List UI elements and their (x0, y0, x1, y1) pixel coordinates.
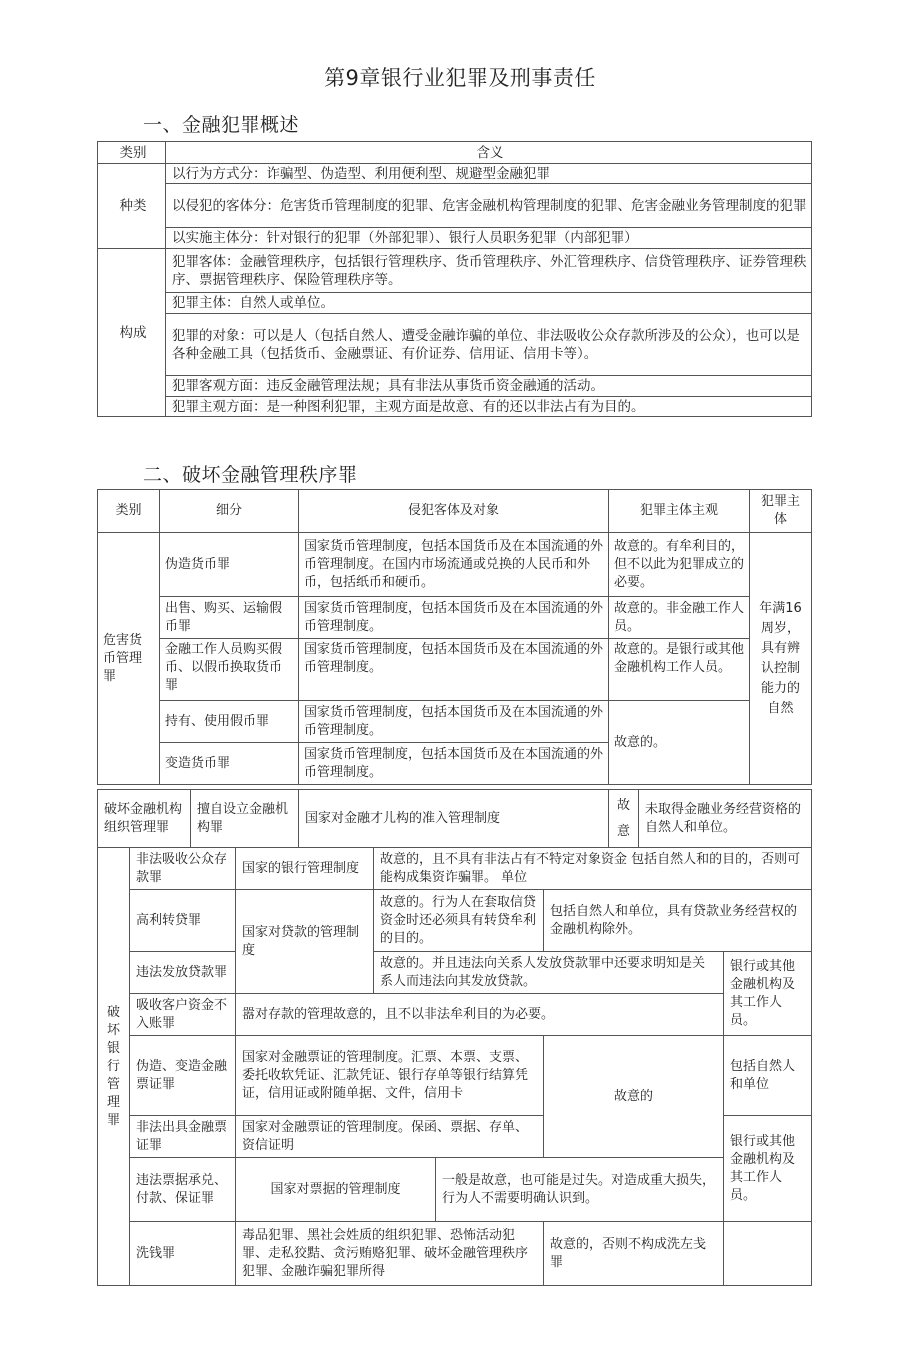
header-category: 类别 (98, 490, 160, 533)
header-subject: 犯罪主体 (750, 490, 812, 533)
meaning-cell: 犯罪的对象：可以是人（包括自然人、遭受金融诈骗的单位、非法吸收公众存款所涉及的公众），也可以是各种金融工具（包括货币、金融票证、有价证券、信用证、信用卡等）。 (166, 314, 812, 376)
crime-subjective: 故意的，且不具有非法占有不特定对象资金 包括自然人和的目的，否则可能构成集资诈骗罪。 单位 (374, 848, 812, 890)
crime-object: 国家对贷款的管理制度 (236, 890, 374, 994)
crime-name: 非法出具金融票证罪 (130, 1116, 236, 1158)
crime-name: 违法票据承兑、付款、保证罪 (130, 1158, 236, 1222)
crime-name: 持有、使用假币罪 (160, 701, 299, 743)
crime-object: 国家的银行管理制度 (236, 848, 374, 890)
category-org: 破坏金融机构组织管理罪 (98, 790, 191, 848)
crime-name: 变造货币罪 (160, 743, 299, 785)
crime-subjective: 故意的。 (609, 701, 750, 785)
crime-subject-empty (724, 1222, 812, 1286)
crime-name: 伪造货币罪 (160, 533, 299, 597)
overview-table (97, 141, 812, 417)
category-currency: 危害货币管理罪 (98, 533, 160, 785)
crime-name: 伪造、变造金融票证罪 (130, 1036, 236, 1116)
crime-subjective: 故意的。有牟利目的，但不以此为犯罪成立的必要。 (609, 533, 750, 597)
crime-object: 国家货币管理制度，包括本国货币及在本国流通的外币管理制度。 (299, 701, 609, 743)
category-char: 行 (106, 1058, 120, 1074)
meaning-cell: 犯罪客观方面：违反金融管理法规；具有非法从事货币资金融通的活动。 (166, 376, 812, 397)
meaning-cell: 以行为方式分：诈骗型、伪造型、利用便利型、规避型金融犯罪 (166, 164, 812, 184)
crime-subject: 银行或其他金融机构及其工作人员。 (724, 1116, 812, 1222)
crime-object: 国家对金融才儿构的准入管理制度 (299, 790, 609, 848)
crime-subject: 银行或其他金融机构及其工作人员。 (724, 952, 812, 1036)
bank-crimes-table (97, 847, 812, 1286)
category-char: 理 (106, 1094, 120, 1110)
header-subjective: 犯罪主体主观 (609, 490, 750, 533)
page-title: 第9章银行业犯罪及刑事责任 (324, 66, 596, 90)
crime-name: 擅自设立金融机构罪 (191, 790, 299, 848)
category-char: 罪 (106, 1112, 120, 1128)
currency-crimes-table (97, 489, 812, 785)
crime-subjective: 故意的。并且违法向关系人发放贷款罪中还要求明知是关系人而违法向其发放贷款。 (374, 952, 724, 994)
crime-object: 国家对票据的管理制度 (236, 1158, 436, 1222)
category-char: 破 (106, 1004, 120, 1020)
crime-object: 国家货币管理制度，包括本国货币及在本国流通的外币管理制度。 (299, 639, 609, 701)
crime-object: 国家对金融票证的管理制度。保函、票据、存单、资信证明 (236, 1116, 544, 1158)
header-meaning: 含义 (166, 142, 812, 164)
crime-object: 毒品犯罪、黑社会姓质的组织犯罪、恐怖活动犯罪、走私狡黠、贪污贿赂犯罪、破坏金融管理秩序犯罪、金融诈骗犯罪所得 (236, 1222, 544, 1286)
crime-subjective: 故意的，否则不构成洗左戋 罪 (544, 1222, 724, 1286)
crime-name: 出售、购买、运输假币罪 (160, 597, 299, 639)
crime-object: 国家货币管理制度，包括本国货币及在本国流通的外币管理制度。 (299, 597, 609, 639)
crime-object: 国家货币管理制度，包括本国货币及在本国流通的外币管理制度。在国内市场流通或兑换的人民币和外币，包括纸币和硬币。 (299, 533, 609, 597)
category-zhonglei: 种类 (98, 164, 166, 249)
crime-name: 洗钱罪 (130, 1222, 236, 1286)
crime-object: 国家货币管理制度，包括本国货币及在本国流通的外币管理制度。 (299, 743, 609, 785)
meaning-cell: 以侵犯的客体分：危害货币管理制度的犯罪、危害金融机构管理制度的犯罪、危害金融业务管理制度的犯罪 (166, 184, 812, 228)
crime-name: 高利转贷罪 (130, 890, 236, 952)
header-object: 侵犯客体及对象 (299, 490, 609, 533)
section-heading-order: 二、破坏金融管理秩序罪 (143, 464, 358, 486)
crime-subject: 包括自然人和单位 (724, 1036, 812, 1116)
crime-subjective: 故意的。非金融工作人员。 (609, 597, 750, 639)
meaning-cell: 犯罪客体：金融管理秩序，包括银行管理秩序、货币管理秩序、外汇管理秩序、信贷管理秩序、证券管理秩序、票据管理秩序、保险管理秩序等。 (166, 249, 812, 293)
crime-name: 非法吸收公众存款罪 (130, 848, 236, 890)
crime-subjective: 故意的 (544, 1036, 724, 1158)
crime-name: 金融工作人员购买假币、以假币换取货币罪 (160, 639, 299, 701)
section-heading-overview: 一、金融犯罪概述 (143, 114, 300, 136)
org-crimes-table (97, 789, 812, 848)
category-char: 银 (106, 1040, 120, 1056)
crime-name: 违法发放贷款罪 (130, 952, 236, 994)
header-category: 类别 (98, 142, 166, 164)
crime-subject: 包括自然人和单位，具有贷款业务经营权的金融机构除外。 (544, 890, 812, 952)
crime-subjective: 故意的。行为人在套取信贷资金时还必须具有转贷牟利的目的。 (374, 890, 544, 952)
category-goucheng: 构成 (98, 249, 166, 417)
crime-subject: 年满16周岁，具有辨认控制能力的自然 (750, 533, 812, 785)
meaning-cell: 犯罪主观方面：是一种图利犯罪，主观方面是故意、有的还以非法占有为目的。 (166, 397, 812, 417)
meaning-cell: 以实施主体分：针对银行的犯罪（外部犯罪）、银行人员职务犯罪（内部犯罪） (166, 228, 812, 249)
meaning-cell: 犯罪主体：自然人或单位。 (166, 293, 812, 314)
crime-subject: 未取得金融业务经营资格的自然人和单位。 (639, 790, 812, 848)
crime-name: 吸收客户资金不入账罪 (130, 994, 236, 1036)
crime-subjective: 故意 (609, 790, 639, 848)
category-char: 管 (106, 1076, 120, 1092)
category-char: 坏 (106, 1022, 120, 1038)
header-detail: 细分 (160, 490, 299, 533)
crime-subjective: 一般是故意，也可能是过失。对造成重大损失，行为人不需要明确认识到。 (436, 1158, 724, 1222)
crime-subjective: 故意的。是银行或其他金融机构工作人员。 (609, 639, 750, 701)
crime-object: 嚣对存款的管理故意的，且不以非法牟利目的为必要。 (236, 994, 724, 1036)
category-bank (98, 848, 130, 1286)
crime-object: 国家对金融票证的管理制度。汇票、本票、支票、委托收软凭证、汇款凭证、银行存单等银行结算凭证，信用证或附随单据、文件，信用卡 (236, 1036, 544, 1116)
